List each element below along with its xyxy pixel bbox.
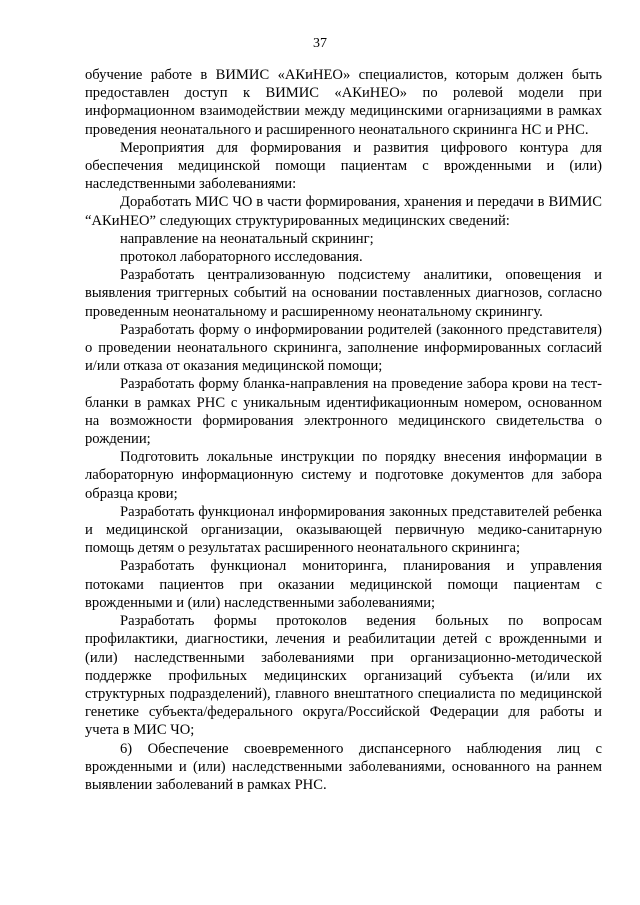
document-body: [85, 66, 602, 794]
list-item-lab-protocol: протокол лабораторного исследования.: [120, 249, 363, 266]
paragraph-parent-information-form: Разработать форму о информировании родителей (законного представителя) о проведении неонатального скрининга, заполнение информированных согласий и/или отказа от оказания медицинской помощи;: [85, 321, 602, 375]
paragraph-informing-functionality: Разработать функционал информирования законных представителей ребенка и медицинской организации, оказывающей первичную медико-санитарную помощь детям о результатах расширенного неонатального скрининга;: [85, 503, 602, 557]
paragraph-item-6: 6) Обеспечение своевременного диспансерного наблюдения лиц с врожденными и (или) наследственными заболеваниями, основанного на раннем выявлении заболеваний в рамках РНС.: [85, 740, 602, 793]
paragraph-analytics-subsystem: Разработать централизованную подсистему аналитики, оповещения и выявления триггерных событий на основании поставленных диагнозов, согласно проведенным неонатальному и расширенному неонатальному скринингу.: [85, 267, 602, 320]
page-number: 37: [313, 36, 327, 51]
paragraph-local-instructions: Подготовить локальные инструкции по порядку внесения информации в лабораторную информационную систему и подготовке документов для забора образца крови;: [85, 449, 602, 502]
paragraph-treatment-protocols: Разработать формы протоколов ведения больных по вопросам профилактики, диагностики, лечения и реабилитации детей с врожденными и (или) наследственными заболеваниями при организационно-методической поддержке профильных медицинских организаций субъекта (и/или их структурных подразделений), главного внештатного специалиста по медицинской генетике субъекта/федерального округа/Российской Федерации для работы и учета в МИС ЧО;: [85, 613, 602, 739]
paragraph-blood-sample-form: Разработать форму бланка-направления на проведение забора крови на тест-бланки в рамках РНС с уникальным идентификационным номером, основанном на возможности формирования электронного медицинского свидетельства о рождении;: [85, 376, 602, 448]
list-item-screening-referral: направление на неонатальный скрининг;: [120, 230, 374, 247]
paragraph-monitoring-functionality: Разработать функционал мониторинга, планирования и управления потоками пациентов при оказании медицинской помощи пациентам с врожденными и (или) наследственными заболеваниями;: [85, 558, 602, 611]
paragraph-continuation: обучение работе в ВИМИС «АКиНЕО» специалистов, которым должен быть предоставлен доступ к ВИМИС «АКиНЕО» по ролевой модели при информационном взаимодействии между медицинскими огарнизациями в рамках проведения неонатального и расширенного неонатального скрининга НС и РНС.: [85, 67, 602, 138]
paragraph-measures-intro: Мероприятия для формирования и развития цифрового контура для обеспечения медицинской помощи пациентам с врожденными и (или) наследственными заболеваниями:: [85, 139, 602, 193]
paragraph-mis-upgrade: Доработать МИС ЧО в части формирования, хранения и передачи в ВИМИС “АКиНЕО” следующих структурированных медицинских сведений:: [85, 194, 602, 229]
